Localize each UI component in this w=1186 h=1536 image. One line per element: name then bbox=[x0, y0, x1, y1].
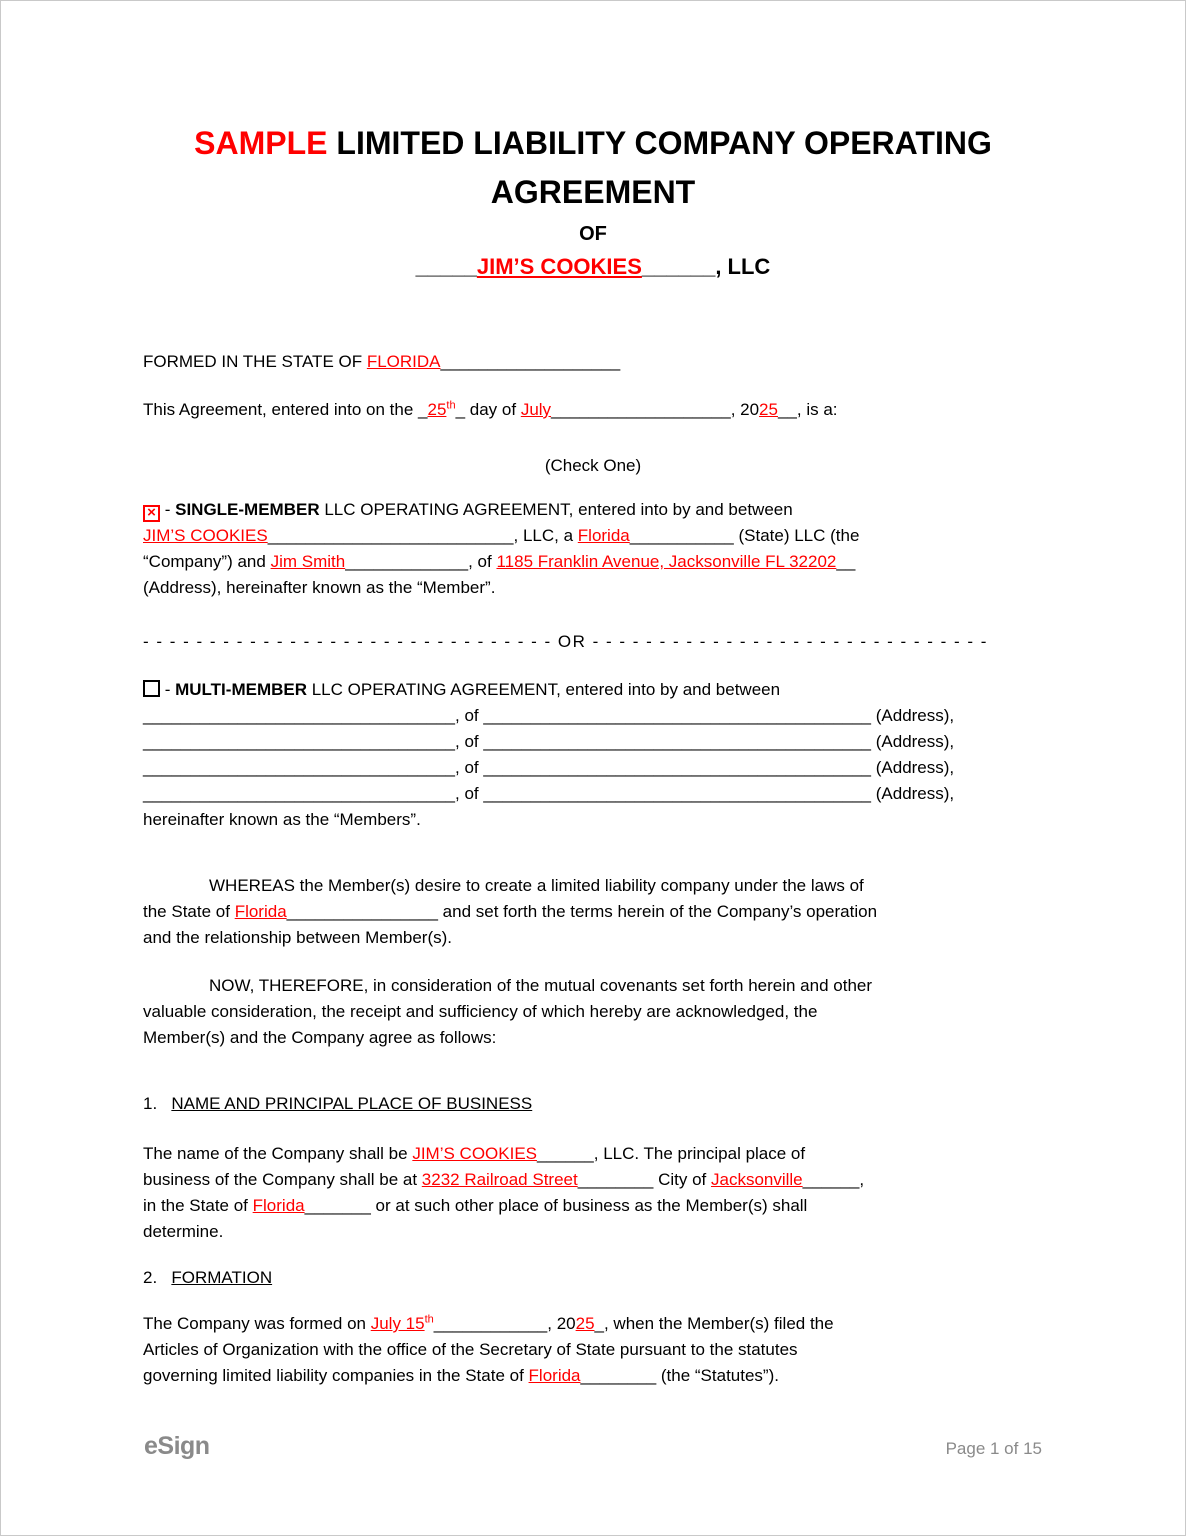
form-blank: ________________ bbox=[286, 902, 438, 921]
now-therefore-line-1 bbox=[143, 973, 1043, 999]
text-run: (Address), hereinafter known as the “Member”. bbox=[143, 578, 496, 597]
form-blank: ________ bbox=[577, 1170, 654, 1189]
multi-member-line-1 bbox=[143, 677, 1043, 703]
text-run: LIMITED LIABILITY COMPANY OPERATING bbox=[327, 125, 992, 161]
text-run: valuable consideration, the receipt and sufficiency of which hereby are acknowledged, the bbox=[143, 1002, 818, 1021]
filled-value: Florida bbox=[528, 1366, 581, 1385]
text-run: , of bbox=[455, 784, 484, 803]
text-run: (Address), bbox=[871, 732, 955, 751]
whereas-line-2 bbox=[143, 899, 1043, 925]
text-run: or at such other place of business as the Member(s) shall bbox=[370, 1196, 808, 1215]
text-run: This Agreement, entered into on the bbox=[143, 400, 419, 419]
section-2-heading bbox=[143, 1265, 1043, 1291]
text-run: NOW, THEREFORE, in consideration of the mutual covenants set forth herein and other bbox=[209, 976, 873, 995]
text-run: OR bbox=[557, 632, 587, 651]
now-therefore-paragraph bbox=[143, 973, 1043, 1051]
text-run: , of bbox=[468, 552, 497, 571]
title-line-2 bbox=[143, 168, 1043, 217]
text-run: FORMED IN THE STATE OF bbox=[143, 352, 367, 371]
text-run: - - - - - - - - - - - - - - - - - - - - - - - - - - - - - - bbox=[586, 632, 988, 651]
form-blank: __ bbox=[836, 552, 856, 571]
text-run: __, is a: bbox=[777, 400, 838, 419]
checkbox-empty-icon[interactable] bbox=[143, 680, 160, 697]
section-1-paragraph bbox=[143, 1141, 1043, 1245]
filled-value: FLORIDA bbox=[366, 352, 441, 371]
text-run: governing limited liability companies in the State of bbox=[143, 1366, 529, 1385]
superscript-text: th bbox=[446, 399, 456, 412]
section-2-paragraph bbox=[143, 1311, 1043, 1389]
text-run: (Address), bbox=[871, 758, 955, 777]
esign-logo: eSign bbox=[144, 1432, 210, 1460]
filled-value: 3232 Railroad Street bbox=[421, 1170, 578, 1189]
page-number: Page 1 of 15 bbox=[945, 1439, 1042, 1458]
form-blank: _________________________________ bbox=[143, 706, 456, 725]
form-blank: _____________ bbox=[345, 552, 469, 571]
form-blank: ___________________ bbox=[440, 352, 621, 371]
text-run: - bbox=[160, 500, 176, 519]
text-run: , of bbox=[455, 758, 484, 777]
filled-value: July 15 bbox=[370, 1314, 425, 1333]
form-blank: ___________ bbox=[629, 526, 734, 545]
section-1-line-2 bbox=[143, 1167, 1043, 1193]
filled-value: July bbox=[520, 400, 552, 419]
multi-member-line-4 bbox=[143, 755, 1043, 781]
title-company-name-line bbox=[143, 249, 1043, 285]
section-1-line-3 bbox=[143, 1193, 1043, 1219]
text-run: business of the Company shall be at bbox=[143, 1170, 422, 1189]
form-blank: _________________________________________ bbox=[483, 758, 872, 777]
text-run: City of bbox=[653, 1170, 711, 1189]
section-1-line-4 bbox=[143, 1219, 1043, 1245]
text-run: NAME AND PRINCIPAL PLACE OF BUSINESS bbox=[171, 1094, 533, 1113]
text-run: - - - - - - - - - - - - - - - - - - - - - - - - - - - - - - - bbox=[143, 632, 558, 651]
text-run: LLC OPERATING AGREEMENT, entered into by and between bbox=[319, 500, 793, 519]
form-blank: ______ bbox=[537, 1144, 594, 1163]
text-run: 1. bbox=[143, 1094, 172, 1113]
filled-value: SAMPLE bbox=[194, 125, 328, 161]
superscript-text: th bbox=[424, 1313, 434, 1326]
text-run: The Company was formed on bbox=[143, 1314, 371, 1333]
single-member-line-1 bbox=[143, 497, 1043, 523]
filled-value: JIM’S COOKIES bbox=[412, 1144, 538, 1163]
text-run: , bbox=[859, 1170, 865, 1189]
multi-member-line-3 bbox=[143, 729, 1043, 755]
text-run: (Address), bbox=[871, 784, 955, 803]
text-run: determine. bbox=[143, 1222, 224, 1241]
filled-value: Florida bbox=[577, 526, 630, 545]
filled-value: 25 bbox=[575, 1314, 595, 1333]
text-run: Articles of Organization with the office of the Secretary of State pursuant to the statutes bbox=[143, 1340, 798, 1359]
single-member-section bbox=[143, 497, 1043, 601]
check-one-label: (Check One) bbox=[544, 456, 642, 475]
text-run: and the relationship between Member(s). bbox=[143, 928, 452, 947]
text-run: , LLC. The principal place of bbox=[593, 1144, 806, 1163]
text-run: (State) LLC (the bbox=[733, 526, 860, 545]
text-run: _ day of bbox=[455, 400, 521, 419]
text-run: LLC OPERATING AGREEMENT, entered into by and between bbox=[307, 680, 781, 699]
whereas-line-1 bbox=[143, 873, 1043, 899]
now-therefore-line-3 bbox=[143, 1025, 1043, 1051]
text-run: , 20 bbox=[547, 1314, 576, 1333]
section-2-line-3 bbox=[143, 1363, 1043, 1389]
filled-value: 25 bbox=[759, 400, 778, 419]
multi-member-line-2 bbox=[143, 703, 1043, 729]
form-blank: ______ bbox=[641, 254, 716, 279]
text-run: (the “Statutes”). bbox=[656, 1366, 779, 1385]
form-blank: _ bbox=[418, 400, 428, 419]
document-title bbox=[143, 119, 1043, 285]
agreement-date-line bbox=[143, 397, 1043, 423]
text-run: , of bbox=[455, 706, 484, 725]
section-2-line-1 bbox=[143, 1311, 1043, 1337]
form-blank: ______ bbox=[802, 1170, 860, 1189]
checkbox-checked-icon[interactable]: × bbox=[143, 505, 160, 522]
text-run: SINGLE-MEMBER bbox=[175, 500, 320, 519]
form-blank: ____________ bbox=[433, 1314, 548, 1333]
section-1-line-1 bbox=[143, 1141, 1043, 1167]
filled-value: 25 bbox=[427, 400, 447, 419]
single-member-line-3 bbox=[143, 549, 1043, 575]
form-blank: _______ bbox=[304, 1196, 371, 1215]
filled-value: Jim Smith bbox=[270, 552, 346, 571]
whereas-line-3 bbox=[143, 925, 1043, 951]
or-divider bbox=[143, 629, 1043, 655]
text-run: AGREEMENT bbox=[490, 174, 696, 210]
text-run: , of bbox=[455, 732, 484, 751]
form-blank: ___________________ bbox=[551, 400, 731, 419]
text-run: , LLC, a bbox=[513, 526, 578, 545]
filled-value: Jacksonville bbox=[710, 1170, 803, 1189]
text-run: The name of the Company shall be bbox=[143, 1144, 413, 1163]
document-content bbox=[1, 119, 1185, 1389]
text-run: Member(s) and the Company agree as follows: bbox=[143, 1028, 497, 1047]
text-run: the State of bbox=[143, 902, 235, 921]
text-run: (Address), bbox=[871, 706, 955, 725]
filled-value: JIM’S COOKIES bbox=[476, 254, 642, 279]
title-of: OF bbox=[579, 223, 607, 245]
filled-value: JIM’S COOKIES bbox=[143, 526, 268, 545]
multi-member-line-6 bbox=[143, 807, 1043, 833]
single-member-line-2 bbox=[143, 523, 1043, 549]
text-run: WHEREAS the Member(s) desire to create a limited liability company under the laws of bbox=[209, 876, 864, 895]
form-blank: _____ bbox=[415, 254, 477, 279]
whereas-paragraph bbox=[143, 873, 1043, 951]
filled-value: Florida bbox=[252, 1196, 305, 1215]
form-blank: _________________________________ bbox=[143, 758, 456, 777]
form-blank: _________________________________________ bbox=[483, 706, 872, 725]
now-therefore-line-2 bbox=[143, 999, 1043, 1025]
filled-value: Florida bbox=[234, 902, 287, 921]
multi-member-section bbox=[143, 677, 1043, 833]
text-run: “Company”) and bbox=[143, 552, 271, 571]
text-run: MULTI-MEMBER bbox=[175, 680, 307, 699]
text-run: - bbox=[160, 680, 176, 699]
text-run: and set forth the terms herein of the Company’s operation bbox=[437, 902, 878, 921]
section-1-heading bbox=[143, 1091, 1043, 1117]
page-footer bbox=[144, 1433, 1042, 1462]
section-2-line-2 bbox=[143, 1337, 1043, 1363]
text-run: , LLC bbox=[715, 254, 771, 279]
text-run: in the State of bbox=[143, 1196, 253, 1215]
text-run: , 20 bbox=[730, 400, 760, 419]
form-blank: __________________________ bbox=[267, 526, 514, 545]
multi-member-line-5 bbox=[143, 781, 1043, 807]
text-run: 2. bbox=[143, 1268, 172, 1287]
form-blank: _________________________________________ bbox=[483, 732, 872, 751]
formed-state-line bbox=[143, 349, 1043, 375]
text-run: FORMATION bbox=[171, 1268, 273, 1287]
title-line-1 bbox=[143, 119, 1043, 168]
text-run: _, when the Member(s) filed the bbox=[594, 1314, 834, 1333]
single-member-line-4 bbox=[143, 575, 1043, 601]
form-blank: _________________________________ bbox=[143, 784, 456, 803]
text-run: hereinafter known as the “Members”. bbox=[143, 810, 421, 829]
form-blank: _________________________________ bbox=[143, 732, 456, 751]
filled-value: 1185 Franklin Avenue, Jacksonville FL 32202 bbox=[496, 552, 837, 571]
form-blank: ________ bbox=[580, 1366, 657, 1385]
form-blank: _________________________________________ bbox=[483, 784, 872, 803]
